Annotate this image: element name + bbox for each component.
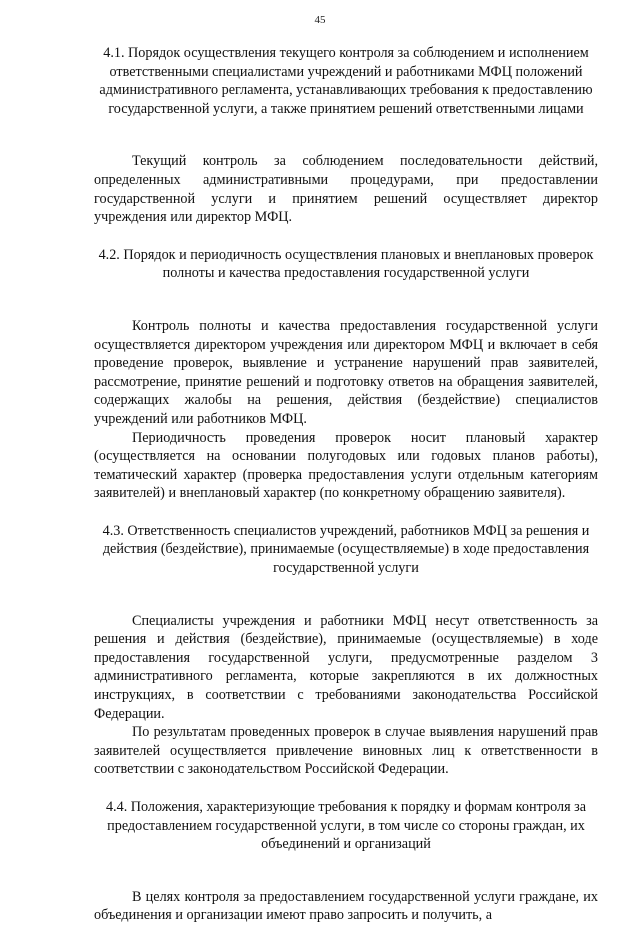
paragraph-4-3-1: Специалисты учреждения и работники МФЦ несут ответственность за решения и действия (бездействие), принимаемые (осуществляемые) в ходе предоставления государственной услуги, предусмотренные разделом 3 административного регламента, которые закрепляются в их должностных инструкциях, в соответствии с требованиями законодательства Российской Федерации.: [94, 612, 598, 722]
section-heading-4-2: 4.2. Порядок и периодичность осуществления плановых и внеплановых проверок полноты и качества предоставления государственной услуги: [98, 246, 594, 282]
section-heading-4-1: 4.1. Порядок осуществления текущего контроля за соблюдением и исполнением ответственными специалистами учреждений и работниками МФЦ положений административного регламента, устанавливающих требования к предоставлению государственной услуги, а также принятием решений ответственными лицами: [99, 45, 593, 117]
paragraph-4-1-1: Текущий контроль за соблюдением последовательности действий, определенных административными процедурами, при предоставлении государственной услуги и принятием решений осуществляет директор учреждения или директор МФЦ.: [94, 153, 598, 226]
page-number: 45: [314, 14, 326, 26]
document-body: [94, 44, 598, 925]
paragraph-4-3-2: По результатам проведенных проверок в случае выявления нарушений прав заявителей осуществляется привлечение виновных лиц к ответственности в соответствии с законодательством Российской Федерации.: [94, 724, 598, 778]
paragraph-4-4-1: В целях контроля за предоставлением государственной услуги граждане, их объединения и организации имеют право запросить и получить, а: [94, 888, 598, 924]
paragraph-4-2-1: Контроль полноты и качества предоставления государственной услуги осуществляется директором учреждения или директором МФЦ и включает в себя проведение проверок, выявление и устранение нарушений прав заявителей, рассмотрение, принятие решений и подготовку ответов на обращения заявителей, содержащих жалобы на решения, действия (бездействие) специалистов учреждений или работников МФЦ.: [94, 317, 598, 427]
section-heading-4-3: 4.3. Ответственность специалистов учреждений, работников МФЦ за решения и действия (бездействие), принимаемые (осуществляемые) в ходе предоставления государственной услуги: [102, 522, 590, 577]
section-heading-4-4: 4.4. Положения, характеризующие требования к порядку и формам контроля за предоставлением государственной услуги, в том числе со стороны граждан, их объединений и организаций: [105, 799, 587, 853]
paragraph-4-2-2: Периодичность проведения проверок носит плановый характер (осуществляется на основании полугодовых или годовых планов работы), тематический характер (проверка предоставления услуги отдельным категориям заявителей) и внеплановый характер (по конкретному обращению заявителя).: [94, 429, 598, 502]
